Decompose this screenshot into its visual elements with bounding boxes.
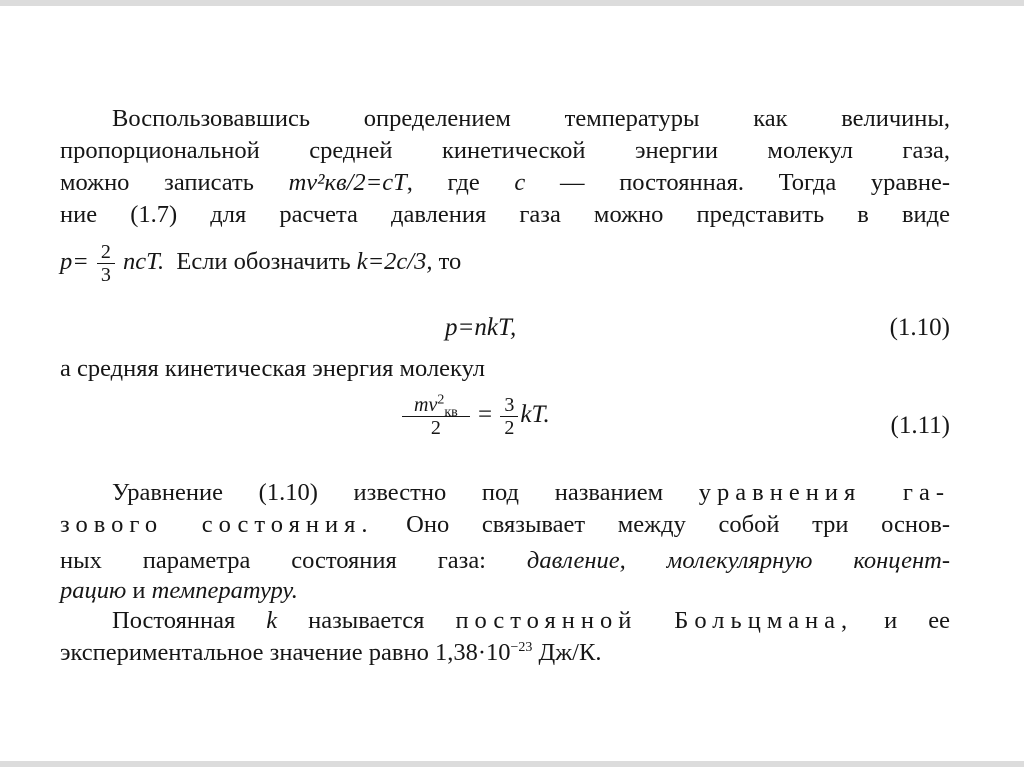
text-line-1: Воспользовавшись определением температуры как величины, [112, 105, 950, 132]
energy-formula-inline: mv²кв/2=cT [288, 169, 407, 196]
fraction-two-thirds: $\frac{2}{3}$ [97, 241, 115, 286]
top-border [0, 0, 1024, 6]
text-line-2: пропорциональной средней кинетической энергии молекул газа, [60, 137, 950, 164]
para3-line-2: экспериментальное значение равно $1,38\cdot 10^{-23}$ Дж/К. [60, 639, 602, 666]
fraction-three-halves: $\frac{3}{2}$ [500, 394, 518, 439]
fraction-kinetic-energy: $\frac{mv^2_{кв}}{2}$ [402, 394, 470, 439]
equation-1-11: $\frac{mv^2_{кв}}{2}$ = $\frac{3}{2}$ kT. (1.11) [60, 392, 950, 472]
bottom-border [0, 761, 1024, 767]
text-line-4: ние (1.7) для расчета давления газа можно представить в виде [60, 201, 950, 228]
equation-1-10: p=nkT, (1.10) [445, 314, 950, 341]
equation-number-1-10: (1.10) [889, 314, 950, 341]
text-line-3: можно записать mv²кв/2=cT, где c — постоянная. Тогда уравне- [60, 169, 950, 196]
para2-line-4: рацию и температуру. [60, 577, 298, 604]
inline-formula-line: p= $\frac{2}{3}$ ncT. Если обозначить k=2c/3, то [60, 240, 462, 286]
para2-line-2: зового состояния. Оно связывает между собой три основ- [60, 511, 950, 538]
para2-line-3: ных параметра состояния газа: давление, молекулярную концент- [60, 547, 951, 574]
text-line-mid: а средняя кинетическая энергия молекул [60, 355, 486, 382]
para2-line-1: Уравнение (1.10) известно под названием уравнения га- [112, 479, 950, 506]
para3-line-1: Постоянная k называется постоянной Больцмана, и ее [112, 607, 951, 634]
equation-number-1-11: (1.11) [890, 412, 950, 439]
